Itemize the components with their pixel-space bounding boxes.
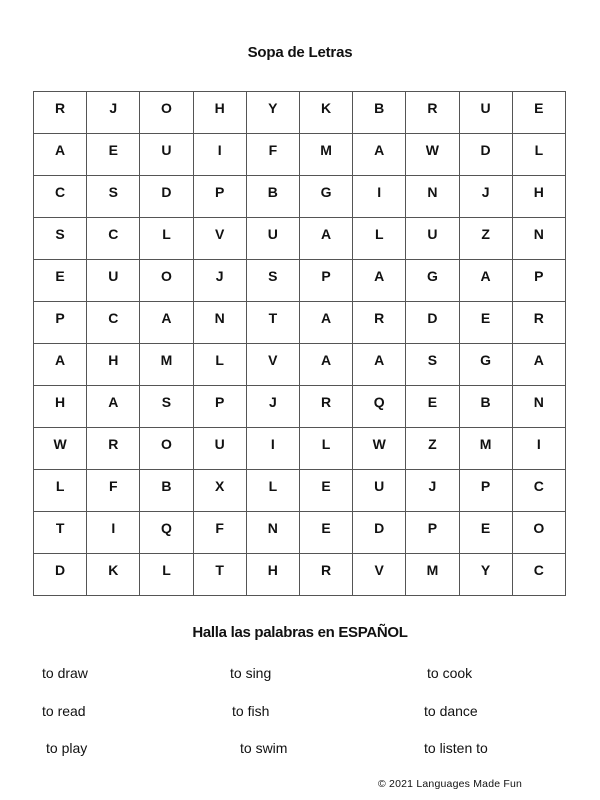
- grid-cell: A: [353, 134, 406, 176]
- grid-cell: A: [140, 302, 193, 344]
- grid-cell: L: [140, 218, 193, 260]
- grid-cell: F: [246, 134, 299, 176]
- grid-row: [34, 92, 566, 134]
- grid-cell: P: [512, 260, 565, 302]
- grid-cell: E: [299, 470, 352, 512]
- grid-cell: E: [34, 260, 87, 302]
- grid-cell: I: [512, 428, 565, 470]
- grid-cell: R: [406, 92, 459, 134]
- word-search-grid: [33, 91, 566, 596]
- grid-cell: E: [299, 512, 352, 554]
- word-item: to fish: [232, 703, 270, 719]
- grid-row: [34, 302, 566, 344]
- word-item: to dance: [424, 703, 478, 719]
- grid-cell: D: [459, 134, 512, 176]
- grid-cell: R: [299, 386, 352, 428]
- grid-cell: E: [512, 92, 565, 134]
- grid-row: [34, 176, 566, 218]
- grid-cell: A: [299, 302, 352, 344]
- grid-row: [34, 428, 566, 470]
- grid-cell: M: [459, 428, 512, 470]
- grid-cell: M: [406, 554, 459, 596]
- grid-cell: J: [246, 386, 299, 428]
- grid-cell: B: [459, 386, 512, 428]
- grid-cell: W: [406, 134, 459, 176]
- grid-cell: L: [140, 554, 193, 596]
- grid-cell: F: [193, 512, 246, 554]
- grid-cell: G: [406, 260, 459, 302]
- grid-row: [34, 260, 566, 302]
- grid-cell: C: [87, 302, 140, 344]
- grid-cell: P: [459, 470, 512, 512]
- grid-cell: J: [87, 92, 140, 134]
- grid-cell: E: [406, 386, 459, 428]
- grid-row: [34, 554, 566, 596]
- grid-cell: S: [140, 386, 193, 428]
- grid-cell: D: [34, 554, 87, 596]
- grid-row: [34, 218, 566, 260]
- grid-cell: H: [246, 554, 299, 596]
- grid-cell: L: [34, 470, 87, 512]
- grid-cell: U: [406, 218, 459, 260]
- grid-cell: K: [299, 92, 352, 134]
- grid-cell: S: [406, 344, 459, 386]
- grid-cell: H: [34, 386, 87, 428]
- word-list-title: Halla las palabras en ESPAÑOL: [192, 624, 408, 641]
- grid-cell: S: [246, 260, 299, 302]
- grid-cell: V: [193, 218, 246, 260]
- grid-cell: C: [512, 470, 565, 512]
- grid-cell: U: [246, 218, 299, 260]
- grid-cell: N: [193, 302, 246, 344]
- grid-cell: U: [193, 428, 246, 470]
- grid-cell: B: [246, 176, 299, 218]
- grid-cell: E: [459, 512, 512, 554]
- grid-cell: U: [353, 470, 406, 512]
- grid-cell: L: [246, 470, 299, 512]
- grid-cell: Z: [459, 218, 512, 260]
- grid-cell: R: [512, 302, 565, 344]
- grid-cell: D: [406, 302, 459, 344]
- grid-cell: E: [459, 302, 512, 344]
- grid-cell: I: [246, 428, 299, 470]
- page-title: Sopa de Letras: [247, 44, 353, 61]
- grid-cell: L: [299, 428, 352, 470]
- grid-cell: Y: [246, 92, 299, 134]
- copyright-notice: © 2021 Languages Made Fun: [378, 778, 523, 790]
- grid-cell: Q: [353, 386, 406, 428]
- grid-cell: Q: [140, 512, 193, 554]
- grid-cell: O: [140, 260, 193, 302]
- word-item: to swim: [240, 740, 288, 756]
- grid-cell: F: [87, 470, 140, 512]
- grid-cell: T: [34, 512, 87, 554]
- grid-cell: R: [353, 302, 406, 344]
- grid-cell: A: [512, 344, 565, 386]
- grid-cell: H: [87, 344, 140, 386]
- grid-cell: W: [34, 428, 87, 470]
- grid-cell: O: [140, 92, 193, 134]
- grid-cell: S: [34, 218, 87, 260]
- grid-cell: Z: [406, 428, 459, 470]
- word-item: to listen to: [424, 740, 488, 756]
- word-item: to draw: [42, 665, 88, 681]
- grid-row: [34, 134, 566, 176]
- grid-cell: I: [353, 176, 406, 218]
- grid-cell: J: [193, 260, 246, 302]
- grid-cell: X: [193, 470, 246, 512]
- grid-cell: S: [87, 176, 140, 218]
- grid-cell: P: [193, 176, 246, 218]
- grid-cell: A: [87, 386, 140, 428]
- grid-cell: R: [34, 92, 87, 134]
- grid-cell: H: [193, 92, 246, 134]
- grid-cell: B: [353, 92, 406, 134]
- word-item: to cook: [427, 665, 473, 681]
- grid-cell: H: [512, 176, 565, 218]
- grid-cell: T: [246, 302, 299, 344]
- grid-cell: K: [87, 554, 140, 596]
- grid-cell: E: [87, 134, 140, 176]
- grid-row: [34, 470, 566, 512]
- grid-cell: T: [193, 554, 246, 596]
- grid-cell: R: [87, 428, 140, 470]
- grid-cell: D: [353, 512, 406, 554]
- grid-cell: A: [353, 260, 406, 302]
- grid-cell: W: [353, 428, 406, 470]
- grid-cell: U: [87, 260, 140, 302]
- grid-row: [34, 512, 566, 554]
- grid-row: [34, 386, 566, 428]
- grid-cell: B: [140, 470, 193, 512]
- grid-cell: P: [193, 386, 246, 428]
- grid-cell: A: [299, 218, 352, 260]
- grid-cell: U: [140, 134, 193, 176]
- grid-cell: O: [140, 428, 193, 470]
- grid-cell: U: [459, 92, 512, 134]
- grid-cell: C: [34, 176, 87, 218]
- grid-cell: P: [34, 302, 87, 344]
- word-item: to sing: [230, 665, 272, 681]
- grid-cell: O: [512, 512, 565, 554]
- grid-cell: I: [87, 512, 140, 554]
- grid-cell: J: [459, 176, 512, 218]
- grid-cell: V: [246, 344, 299, 386]
- grid-cell: V: [353, 554, 406, 596]
- grid-cell: L: [353, 218, 406, 260]
- grid-cell: N: [512, 218, 565, 260]
- grid-cell: L: [193, 344, 246, 386]
- grid-cell: I: [193, 134, 246, 176]
- grid-cell: M: [299, 134, 352, 176]
- grid-cell: M: [140, 344, 193, 386]
- word-item: to play: [46, 740, 88, 756]
- grid-cell: L: [512, 134, 565, 176]
- grid-cell: C: [87, 218, 140, 260]
- grid-cell: D: [140, 176, 193, 218]
- grid-cell: J: [406, 470, 459, 512]
- grid-cell: G: [459, 344, 512, 386]
- grid-cell: Y: [459, 554, 512, 596]
- grid-cell: C: [512, 554, 565, 596]
- grid-cell: P: [406, 512, 459, 554]
- grid-cell: A: [34, 344, 87, 386]
- grid-cell: N: [406, 176, 459, 218]
- grid-cell: A: [299, 344, 352, 386]
- grid-cell: G: [299, 176, 352, 218]
- grid-cell: A: [353, 344, 406, 386]
- grid-cell: P: [299, 260, 352, 302]
- grid-cell: R: [299, 554, 352, 596]
- grid-cell: N: [512, 386, 565, 428]
- grid-cell: A: [459, 260, 512, 302]
- grid-cell: N: [246, 512, 299, 554]
- word-item: to read: [42, 703, 86, 719]
- grid-cell: A: [34, 134, 87, 176]
- grid-row: [34, 344, 566, 386]
